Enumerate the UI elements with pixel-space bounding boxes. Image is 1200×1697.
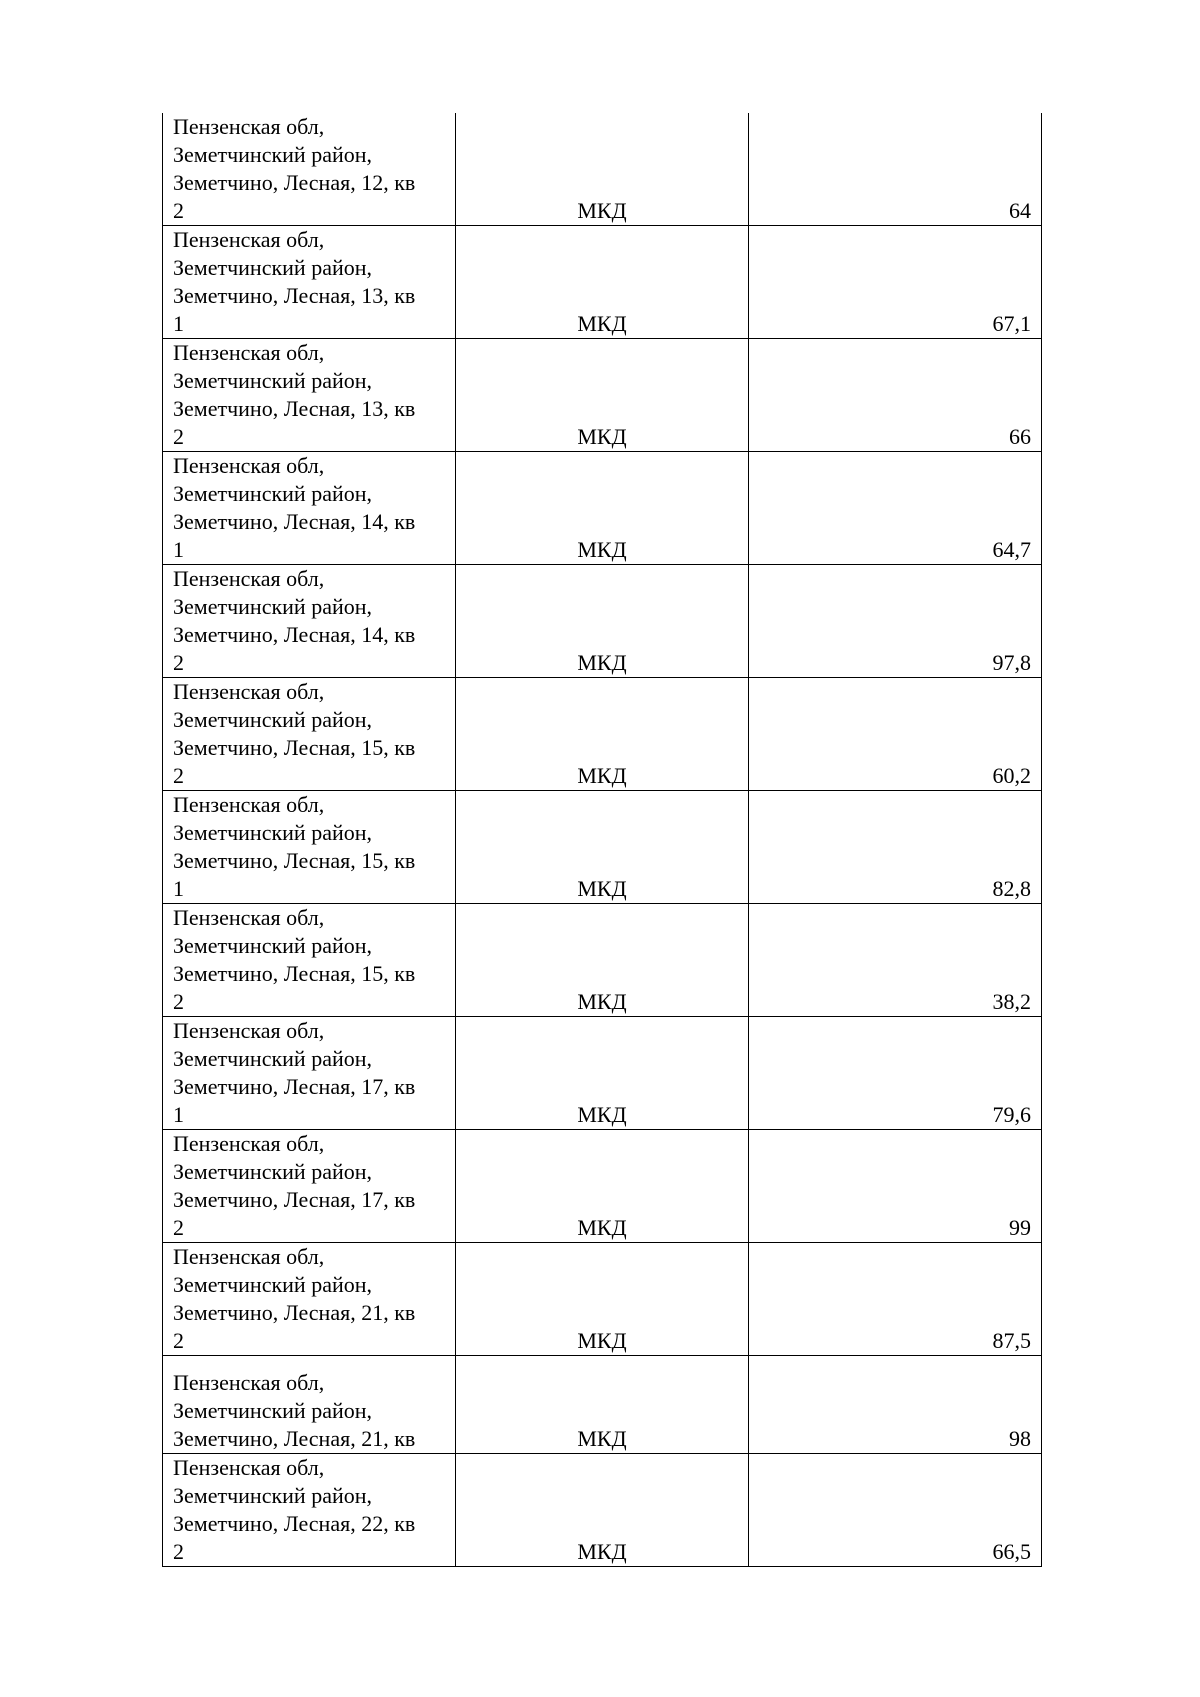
type-cell: МКД: [456, 226, 749, 339]
address-cell: Пензенская обл, Земетчинский район, Земетчино, Лесная, 17, кв 2: [163, 1130, 456, 1243]
table-row: [163, 1130, 1042, 1243]
table-row: [163, 113, 1042, 226]
address-cell: Пензенская обл, Земетчинский район, Земетчино, Лесная, 21, кв: [163, 1356, 456, 1454]
table-row: [163, 339, 1042, 452]
table-row: [163, 1243, 1042, 1356]
type-cell: МКД: [456, 791, 749, 904]
area-cell: 64,7: [749, 452, 1042, 565]
table-row: [163, 904, 1042, 1017]
table-row: [163, 452, 1042, 565]
type-cell: МКД: [456, 113, 749, 226]
table-row: [163, 226, 1042, 339]
area-cell: 66: [749, 339, 1042, 452]
address-cell: Пензенская обл, Земетчинский район, Земетчино, Лесная, 22, кв 2: [163, 1454, 456, 1567]
area-cell: 98: [749, 1356, 1042, 1454]
area-cell: 60,2: [749, 678, 1042, 791]
area-cell: 99: [749, 1130, 1042, 1243]
type-cell: МКД: [456, 904, 749, 1017]
address-cell: Пензенская обл, Земетчинский район, Земетчино, Лесная, 12, кв 2: [163, 113, 456, 226]
address-cell: Пензенская обл, Земетчинский район, Земетчино, Лесная, 14, кв 1: [163, 452, 456, 565]
type-cell: МКД: [456, 1454, 749, 1567]
address-cell: Пензенская обл, Земетчинский район, Земетчино, Лесная, 21, кв 2: [163, 1243, 456, 1356]
table-row: [163, 1356, 1042, 1454]
type-cell: МКД: [456, 1243, 749, 1356]
area-cell: 87,5: [749, 1243, 1042, 1356]
area-cell: 38,2: [749, 904, 1042, 1017]
type-cell: МКД: [456, 565, 749, 678]
table-row: [163, 565, 1042, 678]
area-cell: 66,5: [749, 1454, 1042, 1567]
table-row: [163, 678, 1042, 791]
type-cell: МКД: [456, 1356, 749, 1454]
table-row: [163, 1017, 1042, 1130]
type-cell: МКД: [456, 1130, 749, 1243]
address-cell: Пензенская обл, Земетчинский район, Земетчино, Лесная, 17, кв 1: [163, 1017, 456, 1130]
type-cell: МКД: [456, 678, 749, 791]
type-cell: МКД: [456, 339, 749, 452]
area-cell: 64: [749, 113, 1042, 226]
address-cell: Пензенская обл, Земетчинский район, Земетчино, Лесная, 15, кв 2: [163, 678, 456, 791]
type-cell: МКД: [456, 452, 749, 565]
type-cell: МКД: [456, 1017, 749, 1130]
address-cell: Пензенская обл, Земетчинский район, Земетчино, Лесная, 13, кв 1: [163, 226, 456, 339]
area-cell: 97,8: [749, 565, 1042, 678]
area-cell: 79,6: [749, 1017, 1042, 1130]
address-cell: Пензенская обл, Земетчинский район, Земетчино, Лесная, 14, кв 2: [163, 565, 456, 678]
property-table: [162, 113, 1042, 1567]
table-row: [163, 791, 1042, 904]
table-row: [163, 1454, 1042, 1567]
address-cell: Пензенская обл, Земетчинский район, Земетчино, Лесная, 13, кв 2: [163, 339, 456, 452]
area-cell: 82,8: [749, 791, 1042, 904]
address-cell: Пензенская обл, Земетчинский район, Земетчино, Лесная, 15, кв 2: [163, 904, 456, 1017]
address-cell: Пензенская обл, Земетчинский район, Земетчино, Лесная, 15, кв 1: [163, 791, 456, 904]
area-cell: 67,1: [749, 226, 1042, 339]
